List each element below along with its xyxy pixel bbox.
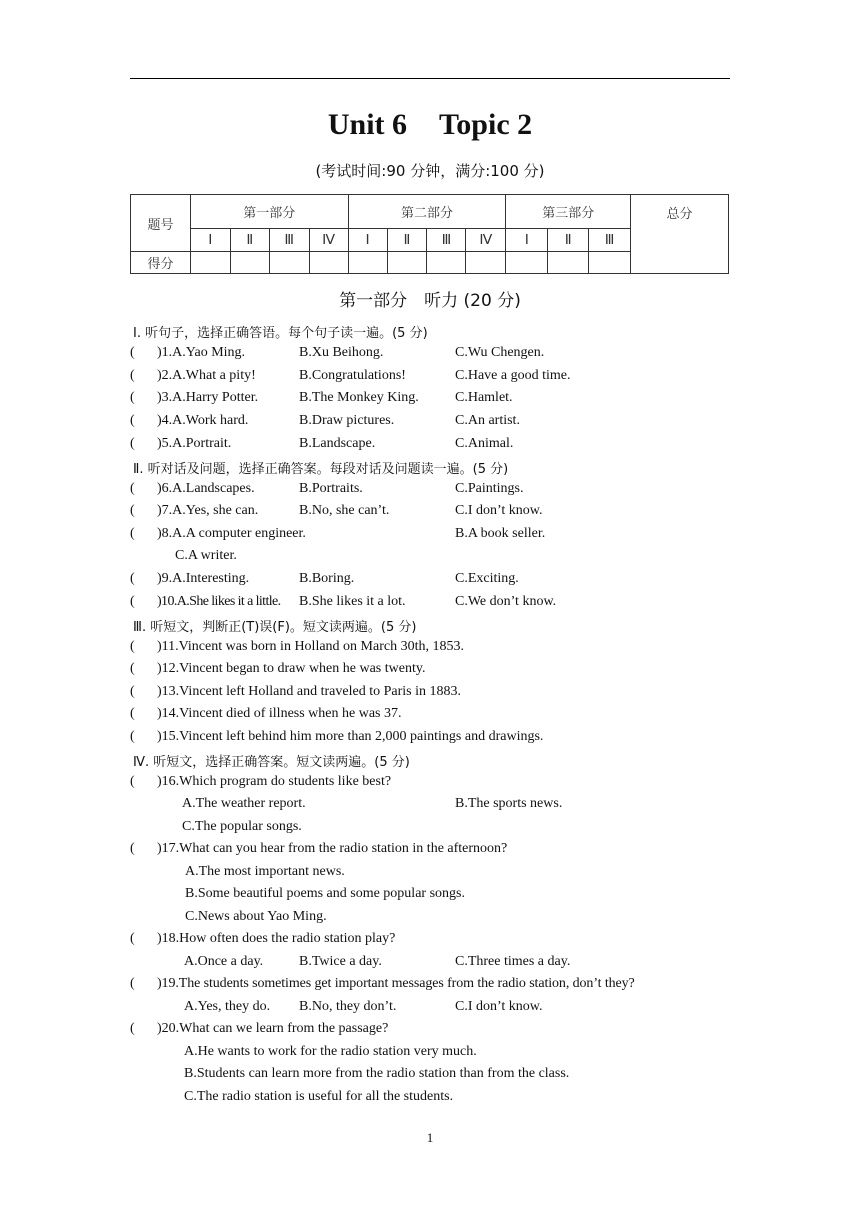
q2-stem: )2.A.What a pity! — [157, 368, 256, 383]
part1-heading: 第一部分 听力 (20 分) — [339, 291, 521, 311]
answer-paren: ( — [130, 390, 135, 405]
q11-statement: )11.Vincent was born in Holland on March 30th, 1853. — [157, 639, 464, 654]
score-header-total: 总分 — [631, 195, 729, 274]
score-numeral: Ⅱ — [548, 229, 589, 252]
answer-paren: ( — [130, 841, 135, 856]
q16-option-a: A.The weather report. — [182, 796, 306, 811]
q6-stem: )6.A.Landscapes. — [157, 481, 255, 496]
answer-paren: ( — [130, 931, 135, 946]
q19-option-a: A.Yes, they do. — [184, 999, 271, 1014]
answer-paren: ( — [130, 1021, 135, 1036]
q3-option-c: C.Hamlet. — [455, 390, 513, 405]
q6-option-c: C.Paintings. — [455, 481, 524, 496]
score-table — [130, 194, 729, 274]
score-numeral: Ⅰ — [348, 229, 387, 252]
q19-stem: )19.The students sometimes get important messages from the radio station, don’t they? — [157, 976, 635, 991]
q17-option-c: C.News about Yao Ming. — [185, 909, 327, 924]
score-numeral: Ⅲ — [269, 229, 309, 252]
score-cell[interactable] — [466, 252, 506, 274]
q5-stem: )5.A.Portrait. — [157, 436, 232, 451]
q3-option-b: B.The Monkey King. — [299, 390, 419, 405]
section-4-heading: Ⅳ. 听短文，选择正确答案。短文读两遍。(5 分) — [133, 755, 410, 770]
score-cell[interactable] — [190, 252, 230, 274]
score-cell[interactable] — [506, 252, 548, 274]
q7-stem: )7.A.Yes, she can. — [157, 503, 259, 518]
q16-option-b: B.The sports news. — [455, 796, 563, 811]
answer-paren: ( — [130, 571, 135, 586]
q2-option-c: C.Have a good time. — [455, 368, 571, 383]
q1-stem: )1.A.Yao Ming. — [157, 345, 246, 360]
score-numeral: Ⅰ — [190, 229, 230, 252]
answer-paren: ( — [130, 976, 135, 991]
q5-option-b: B.Landscape. — [299, 436, 376, 451]
q9-option-c: C.Exciting. — [455, 571, 519, 586]
q17-option-a: A.The most important news. — [185, 864, 345, 879]
q18-option-b: B.Twice a day. — [299, 954, 382, 969]
q1-option-b: B.Xu Beihong. — [299, 345, 384, 360]
answer-paren: ( — [130, 774, 135, 789]
score-header-tihao: 题号 — [131, 195, 191, 252]
q7-option-c: C.I don’t know. — [455, 503, 543, 518]
score-cell[interactable] — [589, 252, 631, 274]
answer-paren: ( — [130, 684, 135, 699]
q3-stem: )3.A.Harry Potter. — [157, 390, 259, 405]
answer-paren: ( — [130, 639, 135, 654]
q16-stem: )16.Which program do students like best? — [157, 774, 392, 789]
title-topic: Topic 2 — [439, 108, 533, 141]
score-header-part3: 第三部分 — [506, 195, 631, 229]
q14-statement: )14.Vincent died of illness when he was 37. — [157, 706, 402, 721]
score-numeral: Ⅰ — [506, 229, 548, 252]
answer-paren: ( — [130, 503, 135, 518]
q20-stem: )20.What can we learn from the passage? — [157, 1021, 389, 1036]
q13-statement: )13.Vincent left Holland and traveled to Paris in 1883. — [157, 684, 461, 699]
section-3-heading: Ⅲ. 听短文，判断正(T)误(F)。短文读两遍。(5 分) — [133, 620, 417, 635]
q20-option-b: B.Students can learn more from the radio station than from the class. — [184, 1066, 570, 1081]
q1-option-c: C.Wu Chengen. — [455, 345, 545, 360]
title-unit: Unit 6 — [327, 108, 408, 141]
score-numeral: Ⅱ — [230, 229, 269, 252]
q9-stem: )9.A.Interesting. — [157, 571, 250, 586]
q2-option-b: B.Congratulations! — [299, 368, 406, 383]
score-row-label: 得分 — [131, 252, 191, 274]
answer-paren: ( — [130, 368, 135, 383]
score-numeral: Ⅲ — [589, 229, 631, 252]
answer-paren: ( — [130, 729, 135, 744]
q20-option-a: A.He wants to work for the radio station very much. — [184, 1044, 477, 1059]
q8-option-c: C.A writer. — [175, 548, 237, 563]
answer-paren: ( — [130, 345, 135, 360]
q16-option-c: C.The popular songs. — [182, 819, 302, 834]
q10-option-c: C.We don’t know. — [455, 594, 557, 609]
q20-option-c: C.The radio station is useful for all the students. — [184, 1089, 454, 1104]
q18-option-a: A.Once a day. — [184, 954, 264, 969]
q4-stem: )4.A.Work hard. — [157, 413, 249, 428]
q12-statement: )12.Vincent began to draw when he was twenty. — [157, 661, 426, 676]
score-cell[interactable] — [309, 252, 348, 274]
score-numeral: Ⅱ — [387, 229, 427, 252]
score-cell[interactable] — [548, 252, 589, 274]
q4-option-c: C.An artist. — [455, 413, 520, 428]
q17-option-b: B.Some beautiful poems and some popular songs. — [185, 886, 465, 901]
answer-paren: ( — [130, 661, 135, 676]
q10-stem: )10.A.She likes it a little. — [157, 594, 281, 609]
score-cell[interactable] — [230, 252, 269, 274]
exam-info: (考试时间:90 分钟，满分:100 分) — [315, 162, 545, 180]
q17-stem: )17.What can you hear from the radio station in the afternoon? — [157, 841, 508, 856]
q10-option-b: B.She likes it a lot. — [299, 594, 406, 609]
section-1-heading: Ⅰ. 听句子，选择正确答语。每个句子读一遍。(5 分) — [133, 326, 428, 341]
score-cell[interactable] — [427, 252, 466, 274]
answer-paren: ( — [130, 413, 135, 428]
q8-stem: )8.A.A computer engineer. — [157, 526, 306, 541]
q4-option-b: B.Draw pictures. — [299, 413, 395, 428]
q5-option-c: C.Animal. — [455, 436, 514, 451]
q15-statement: )15.Vincent left behind him more than 2,000 paintings and drawings. — [157, 729, 544, 744]
answer-paren: ( — [130, 594, 135, 609]
q19-option-b: B.No, they don’t. — [299, 999, 397, 1014]
score-cell[interactable] — [348, 252, 387, 274]
page-title — [130, 108, 730, 142]
q7-option-b: B.No, she can’t. — [299, 503, 390, 518]
answer-paren: ( — [130, 706, 135, 721]
score-cell[interactable] — [387, 252, 427, 274]
page-number: 1 — [426, 1130, 434, 1145]
answer-paren: ( — [130, 481, 135, 496]
q9-option-b: B.Boring. — [299, 571, 355, 586]
answer-paren: ( — [130, 436, 135, 451]
score-header-part1: 第一部分 — [190, 195, 348, 229]
q6-option-b: B.Portraits. — [299, 481, 363, 496]
score-numeral: Ⅳ — [466, 229, 506, 252]
section-2-heading: Ⅱ. 听对话及问题，选择正确答案。每段对话及问题读一遍。(5 分) — [133, 462, 509, 477]
score-numeral: Ⅲ — [427, 229, 466, 252]
answer-paren: ( — [130, 526, 135, 541]
header-rule — [130, 78, 730, 79]
q19-option-c: C.I don’t know. — [455, 999, 543, 1014]
score-header-part2: 第二部分 — [348, 195, 506, 229]
score-numeral: Ⅳ — [309, 229, 348, 252]
score-cell[interactable] — [269, 252, 309, 274]
q18-stem: )18.How often does the radio station play? — [157, 931, 396, 946]
q8-option-b: B.A book seller. — [455, 526, 546, 541]
q18-option-c: C.Three times a day. — [455, 954, 571, 969]
